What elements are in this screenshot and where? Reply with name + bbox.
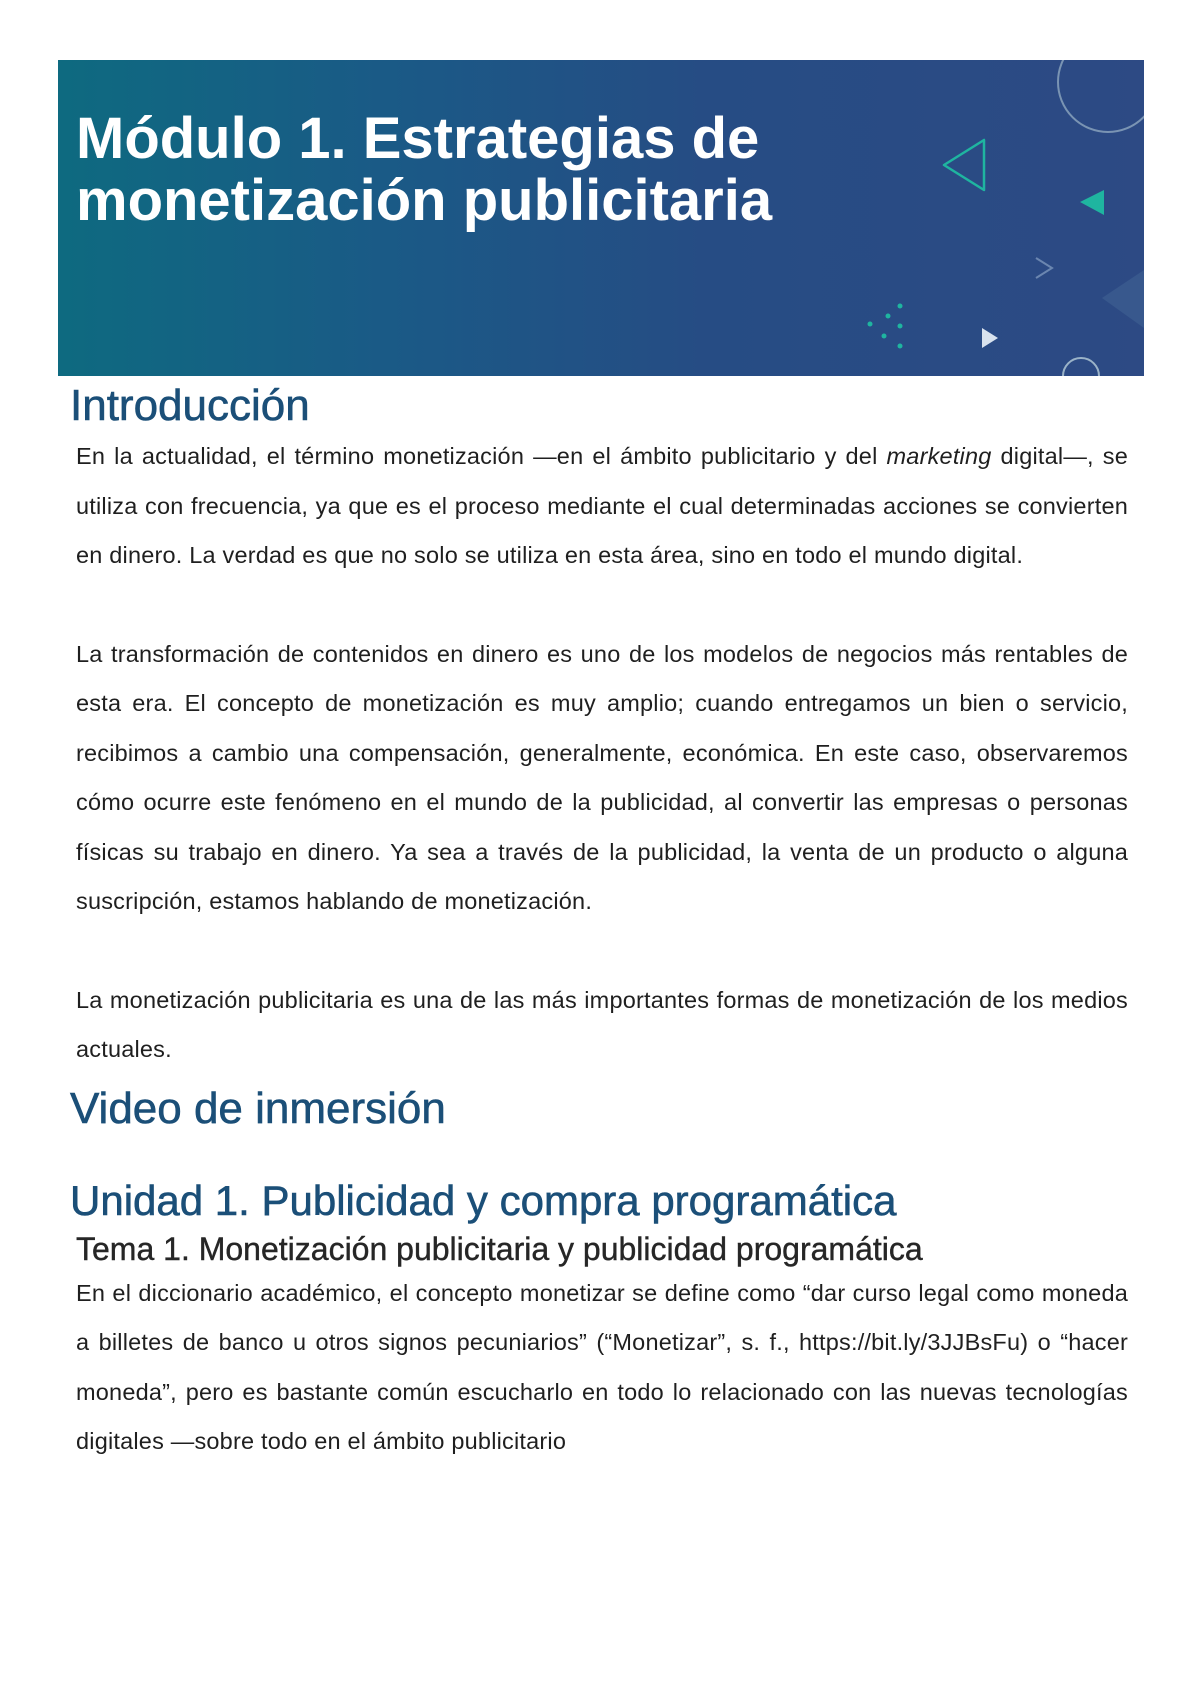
document-body [70,380,1128,1467]
marketing-emphasis: marketing [886,443,992,469]
section-heading-introduccion: Introducción [70,381,310,430]
module-title: Módulo 1. Estrategias de monetización publicitaria [76,106,773,233]
play-triangle-decoration [982,328,998,348]
unit-heading: Unidad 1. Publicidad y compra programática [70,1176,897,1224]
intro-paragraph-1-part-a: En la actualidad, el término monetización —en el ámbito publicitario y del [76,443,887,469]
side-triangle-decoration [1102,270,1144,328]
intro-paragraph-1-part-b: digital—, se utiliza con frecuencia, ya que es el proceso mediante el cual determinadas acciones se convierten en dinero. La verdad es que no solo se utiliza en esta área, sino en todo el mundo digital. [76,443,1128,568]
triangle-outline-decoration [944,140,984,190]
paragraph-spacer [76,927,1128,976]
intro-paragraph-1 [76,432,1128,581]
header-banner [58,60,1144,376]
dots-decoration [868,304,903,349]
intro-paragraph-2: La transformación de contenidos en dinero es uno de los modelos de negocios más rentables de esta era. El concepto de monetización es muy amplio; cuando entregamos un bien o servicio, recibimos a cambio una compensación, generalmente, económica. En este caso, observaremos cómo ocurre este fenómeno en el mundo de la publicidad, al convertir las empresas o personas físicas su trabajo en dinero. Ya sea a través de la publicidad, la venta de un producto o alguna suscripción, estamos hablando de monetización. [76,640,1128,914]
ring-decoration [1058,60,1144,132]
topic-heading: Tema 1. Monetización publicitaria y publicidad programática [76,1230,923,1267]
intro-paragraph-3: La monetización publicitaria es una de las más importantes formas de monetización de los medios actuales. [76,986,1128,1062]
paragraph-spacer [76,581,1128,630]
triangle-filled-decoration [1080,190,1104,215]
half-ring-decoration [1063,358,1099,376]
topic-paragraph-1: En el diccionario académico, el concepto monetizar se define como “dar curso legal como moneda a billetes de banco u otros signos pecuniarios” (“Monetizar”, s. f., https://bit.ly/3JJBsFu) o “hacer moneda”, pero es bastante común escucharlo en todo lo relacionado con las nuevas tecnologías digitales —sobre todo en el ámbito publicitario [76,1279,1128,1454]
chevron-decoration [1036,258,1052,278]
section-heading-video: Video de inmersión [70,1083,446,1133]
